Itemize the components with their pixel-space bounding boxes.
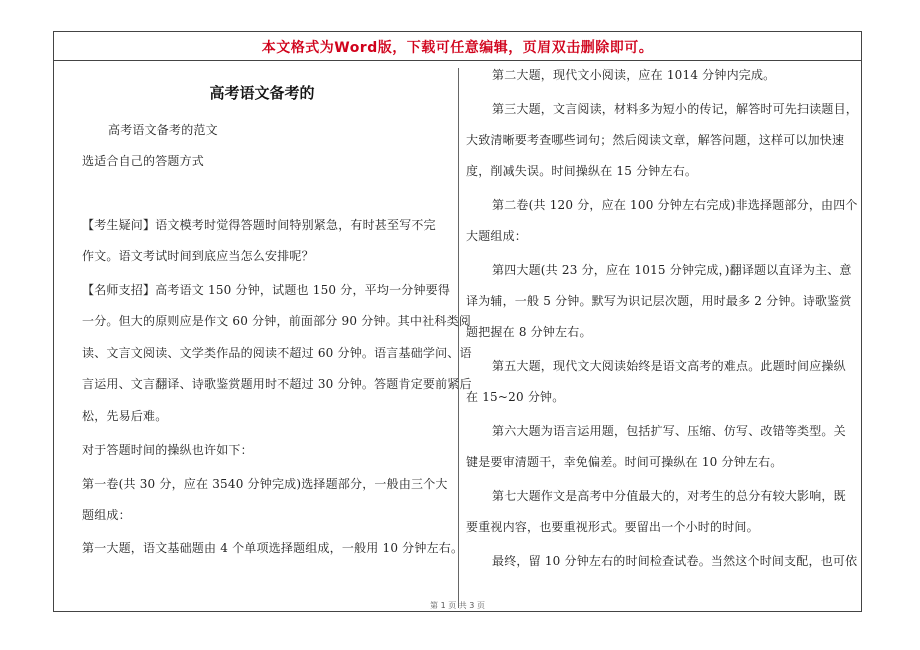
left-line: 第一大题，语文基础题由 4 个单项选择题组成，一般用 10 分钟左右。 bbox=[82, 541, 464, 555]
right-line: 在 15~20 分钟。 bbox=[466, 390, 565, 404]
left-line: 【考生疑问】语文模考时觉得答题时间特别紧急，有时甚至写不完 bbox=[82, 218, 436, 232]
right-line: 要重视内容，也要重视形式。要留出一个小时的时间。 bbox=[466, 520, 759, 534]
left-line: 题组成： bbox=[82, 508, 131, 522]
left-line: 言运用、文言翻译、诗歌鉴赏题用时不超过 30 分钟。答题肯定要前紧后 bbox=[82, 377, 472, 391]
header-notice: 本文格式为Word版，下载可任意编辑，页眉双击删除即可。 bbox=[261, 40, 654, 56]
left-line: 作文。语文考试时间到底应当怎么安排呢？ bbox=[82, 249, 314, 263]
right-line: 大题组成： bbox=[466, 229, 528, 243]
document-title: 高考语文备考的 bbox=[209, 84, 315, 102]
left-line: 读、文言文阅读、文学类作品的阅读不超过 60 分钟。语言基础学问、语 bbox=[82, 346, 472, 360]
page-footer: 第 1 页 共 3 页 bbox=[430, 601, 485, 610]
header-rule bbox=[53, 60, 862, 61]
right-line: 第二卷(共 120 分，应在 100 分钟左右完成)非选择题部分，由四个 bbox=[492, 198, 858, 212]
right-line: 第六大题为语言运用题，包括扩写、压缩、仿写、改错等类型。关 bbox=[492, 424, 846, 438]
right-line: 第五大题，现代文大阅读始终是语文高考的难点。此题时间应操纵 bbox=[492, 359, 846, 373]
right-line: 第七大题作文是高考中分值最大的，对考生的总分有较大影响，既 bbox=[492, 489, 846, 503]
right-line: 度，削减失误。时间操纵在 15 分钟左右。 bbox=[466, 164, 698, 178]
right-line: 大致清晰要考查哪些词句；然后阅读文章，解答问题，这样可以加快速 bbox=[466, 133, 845, 147]
left-line: 松，先易后难。 bbox=[82, 409, 168, 423]
left-line: 【名师支招】高考语文 150 分钟，试题也 150 分，平均一分钟要得 bbox=[82, 283, 451, 297]
right-line: 键是要审清题干，幸免偏差。时间可操纵在 10 分钟左右。 bbox=[466, 455, 783, 469]
column-divider bbox=[458, 68, 459, 608]
right-line: 第三大题，文言阅读，材料多为短小的传记，解答时可先扫读题目， bbox=[492, 102, 859, 116]
left-line: 一分。但大的原则应是作文 60 分钟，前面部分 90 分钟。其中社科类阅 bbox=[82, 314, 471, 328]
right-line: 第四大题(共 23 分，应在 1015 分钟完成，)翻译题以直译为主、意 bbox=[492, 263, 852, 277]
left-line: 对于答题时间的操纵也许如下： bbox=[82, 443, 253, 457]
subhead: 选适合自己的答题方式 bbox=[82, 154, 205, 168]
right-line: 第二大题，现代文小阅读，应在 1014 分钟内完成。 bbox=[492, 68, 776, 82]
right-line: 题把握在 8 分钟左右。 bbox=[466, 325, 592, 339]
right-line: 译为辅，一般 5 分钟。默写为识记层次题，用时最多 2 分钟。诗歌鉴赏 bbox=[466, 294, 852, 308]
right-line: 最终，留 10 分钟左右的时间检查试卷。当然这个时间支配，也可依 bbox=[492, 554, 858, 568]
left-line: 第一卷(共 30 分，应在 3540 分钟完成)选择题部分，一般由三个大 bbox=[82, 477, 448, 491]
subtitle: 高考语文备考的范文 bbox=[108, 123, 218, 137]
